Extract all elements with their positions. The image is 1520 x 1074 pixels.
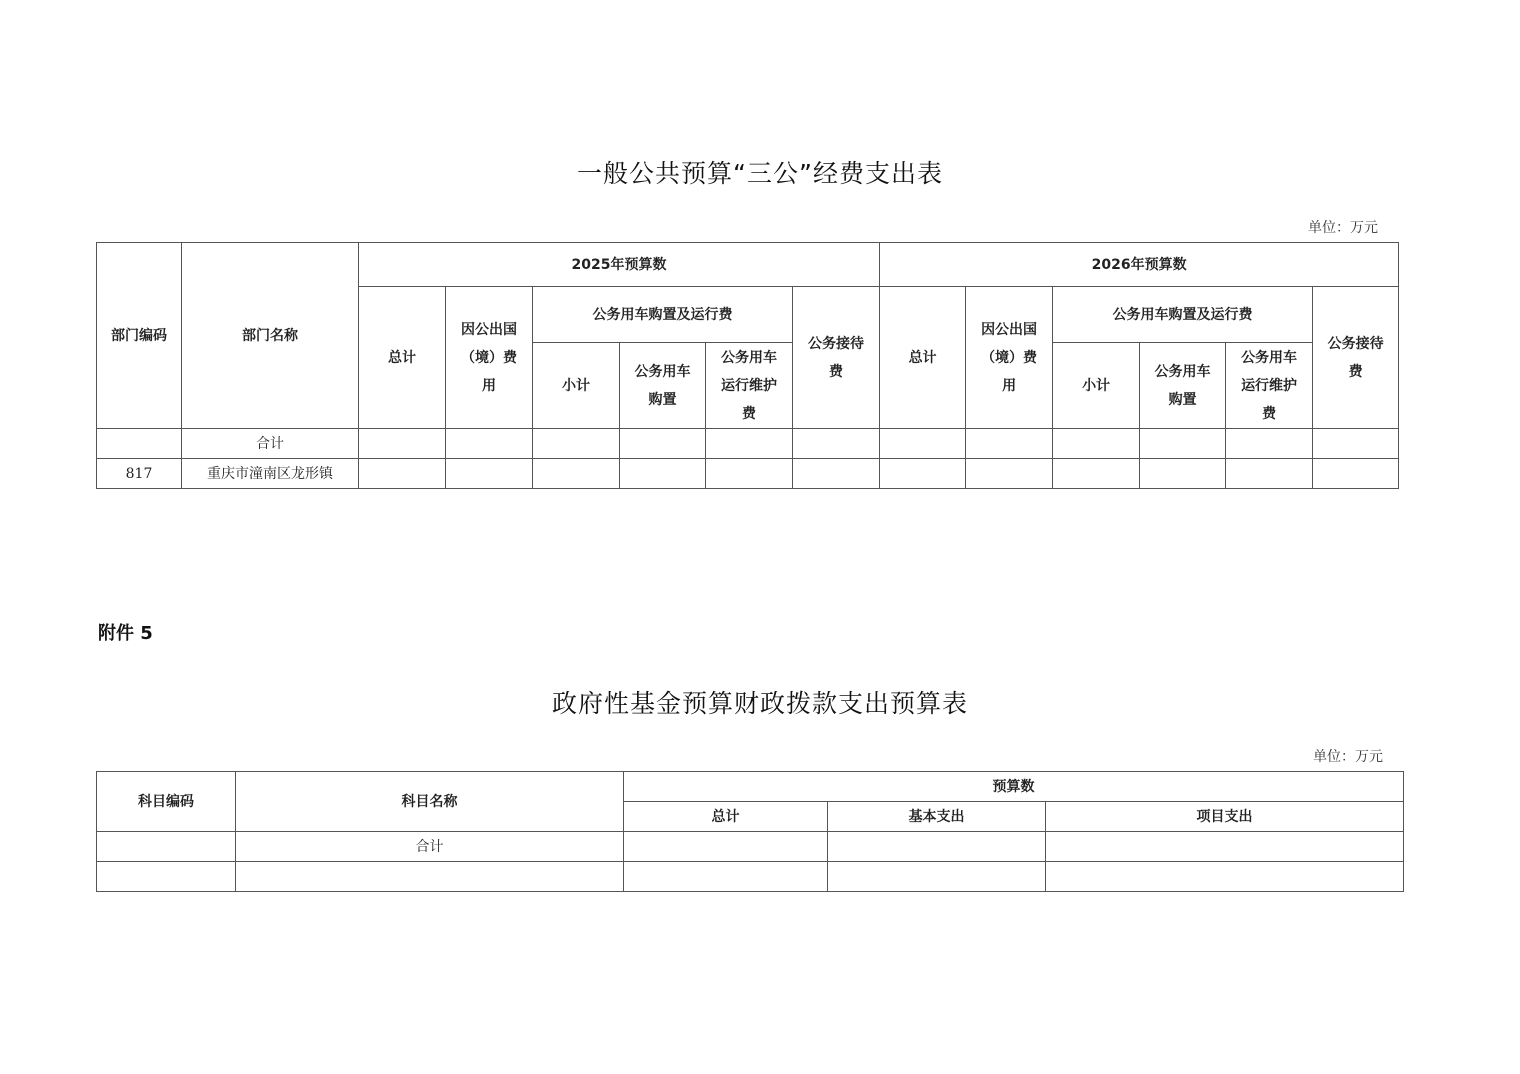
row-dept-code: 817 xyxy=(97,459,182,489)
header-subject-code: 科目编码 xyxy=(97,772,236,832)
cell xyxy=(624,832,828,862)
table-row xyxy=(97,429,1399,459)
header-subject-name: 科目名称 xyxy=(236,772,624,832)
cell xyxy=(533,429,620,459)
row-subject-code xyxy=(97,832,236,862)
header-2025-reception: 公务接待 费 xyxy=(793,287,880,429)
row-subject-code xyxy=(97,862,236,892)
row-subject-name: 合计 xyxy=(236,832,624,862)
table2-unit: 单位：万元 xyxy=(1313,749,1383,765)
header-basic-expense: 基本支出 xyxy=(828,802,1046,832)
cell xyxy=(880,459,966,489)
header-2025-budget: 2025年预算数 xyxy=(359,243,880,287)
cell xyxy=(1046,862,1404,892)
header-2026-vehicle-run: 公务用车 运行维护 费 xyxy=(1226,343,1313,429)
cell xyxy=(1313,429,1399,459)
table-row xyxy=(97,832,1404,862)
cell xyxy=(620,459,706,489)
cell xyxy=(966,459,1053,489)
header-total: 总计 xyxy=(624,802,828,832)
cell xyxy=(359,429,446,459)
header-2025-vehicle-purchase: 公务用车 购置 xyxy=(620,343,706,429)
cell xyxy=(1226,429,1313,459)
header-2025-total: 总计 xyxy=(359,287,446,429)
header-2025-vehicle-run: 公务用车 运行维护 费 xyxy=(706,343,793,429)
table1-title: 一般公共预算“三公”经费支出表 xyxy=(577,159,943,188)
government-fund-budget-table xyxy=(96,771,1404,892)
cell xyxy=(446,459,533,489)
header-2026-subtotal: 小计 xyxy=(1053,343,1140,429)
cell xyxy=(1046,832,1404,862)
cell xyxy=(1313,459,1399,489)
cell xyxy=(620,429,706,459)
header-dept-code: 部门编码 xyxy=(97,243,182,429)
attachment-label: 附件 5 xyxy=(98,623,153,644)
header-budget: 预算数 xyxy=(624,772,1404,802)
cell xyxy=(1053,429,1140,459)
cell xyxy=(706,429,793,459)
header-2026-vehicle: 公务用车购置及运行费 xyxy=(1053,287,1313,343)
header-2025-vehicle: 公务用车购置及运行费 xyxy=(533,287,793,343)
row-dept-name: 合计 xyxy=(182,429,359,459)
row-dept-name: 重庆市潼南区龙形镇 xyxy=(182,459,359,489)
cell xyxy=(1140,459,1226,489)
cell xyxy=(624,862,828,892)
cell xyxy=(828,832,1046,862)
cell xyxy=(1226,459,1313,489)
header-2025-overseas: 因公出国 （境）费 用 xyxy=(446,287,533,429)
cell xyxy=(1053,459,1140,489)
header-dept-name: 部门名称 xyxy=(182,243,359,429)
cell xyxy=(793,459,880,489)
row-dept-code xyxy=(97,429,182,459)
cell xyxy=(1140,429,1226,459)
header-2025-subtotal: 小计 xyxy=(533,343,620,429)
cell xyxy=(359,459,446,489)
header-2026-budget: 2026年预算数 xyxy=(880,243,1399,287)
cell xyxy=(880,429,966,459)
row-subject-name xyxy=(236,862,624,892)
header-2026-vehicle-purchase: 公务用车 购置 xyxy=(1140,343,1226,429)
cell xyxy=(966,429,1053,459)
table-row xyxy=(97,862,1404,892)
header-2026-reception: 公务接待 费 xyxy=(1313,287,1399,429)
table2-title: 政府性基金预算财政拨款支出预算表 xyxy=(551,689,968,718)
table-row xyxy=(97,459,1399,489)
cell xyxy=(706,459,793,489)
cell xyxy=(446,429,533,459)
cell xyxy=(793,429,880,459)
cell xyxy=(828,862,1046,892)
table1-unit: 单位：万元 xyxy=(1308,220,1378,236)
header-2026-total: 总计 xyxy=(880,287,966,429)
three-public-expenses-table xyxy=(96,242,1399,489)
header-project-expense: 项目支出 xyxy=(1046,802,1404,832)
header-2026-overseas: 因公出国 （境）费 用 xyxy=(966,287,1053,429)
cell xyxy=(533,459,620,489)
